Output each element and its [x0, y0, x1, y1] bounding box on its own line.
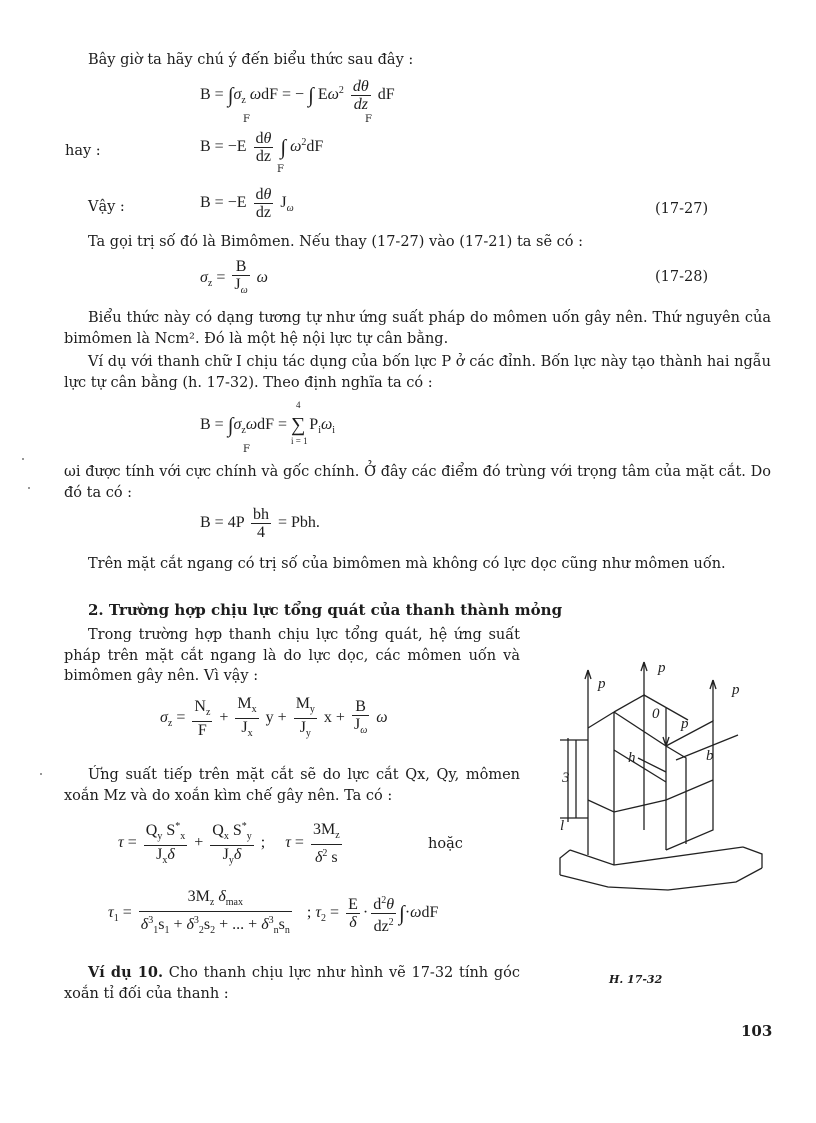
- paragraph-no-axial-force: Trên mặt cắt ngang có trị số của bimômen mà không có lực dọc cũng như mômen uốn.: [88, 556, 726, 572]
- svg-text:p: p: [598, 676, 606, 692]
- svg-text:h: h: [628, 750, 636, 766]
- equation-sigma-bimomen: $\sigma_z$ = $\frac{B}{J_\omega}$ ω: [200, 258, 268, 296]
- bimomen-definition: Ta gọi trị số đó là Bimômen. Nếu thay (17-27) vào (17-21) ta sẽ có :: [88, 234, 584, 250]
- figure-caption: H. 17-32: [609, 973, 663, 986]
- page-number: 103: [741, 1022, 773, 1040]
- paragraph-bimomen-dimension: Biểu thức này có dạng tương tự như ứng suất pháp do mômen uốn gây nên. Thứ nguyên của bimômen là Ncm². Đó là một hệ nội lực tự cân bằng.: [64, 310, 771, 347]
- paragraph-example-10: [64, 963, 520, 1004]
- equation-b-final: B = −E $\frac{d\theta}{dz}$ $J_\omega$: [200, 186, 294, 221]
- paragraph-shear-stress: Ứng suất tiếp trên mặt cắt sẽ do lực cắt Qx, Qy, mômen xoắn Mz và do xoắn kìm chế gây nên. Ta có :: [64, 767, 520, 804]
- svg-text:p: p: [732, 682, 740, 698]
- label-vay: Vậy :: [88, 199, 125, 215]
- paragraph-i-beam-example: Ví dụ với thanh chữ I chịu tác dụng của bốn lực P ở các đỉnh. Bốn lực này tạo thành hai ngẫu lực tự cân bằng (h. 17-32). Theo định nghĩa ta có :: [64, 354, 771, 391]
- subscript-f3: F: [277, 164, 284, 175]
- svg-text:l: l: [560, 818, 565, 834]
- section-heading: 2. Trường hợp chịu lực tổng quát của thanh thành mỏng: [88, 601, 563, 619]
- label-hay: hay :: [65, 143, 101, 159]
- subscript-f4: F: [243, 444, 250, 455]
- svg-text:0: 0: [652, 706, 660, 722]
- equation-b-pbh: B = 4P $\frac{bh}{4}$ = Pbh.: [200, 506, 320, 541]
- equation-number-17-28: (17-28): [655, 269, 709, 285]
- equation-b-hay: B = −E $\frac{d\theta}{dz}$ ∫ $\omega^2dF$: [200, 130, 324, 165]
- equation-number-17-27: (17-27): [655, 201, 709, 217]
- i-beam-figure: [548, 650, 768, 895]
- intro-text: Bây giờ ta hãy chú ý đến biểu thức sau đây :: [88, 52, 414, 68]
- subscript-f2: F: [365, 114, 372, 125]
- svg-text:3: 3: [562, 770, 570, 786]
- svg-text:p: p: [681, 716, 689, 732]
- equation-b-sum: $B = \int\sigma_z\omega dF$ = 4 ∑ i = 1 $P_i\omega_i$: [200, 399, 336, 446]
- scan-speck: [40, 773, 42, 775]
- example-label: Ví dụ 10.: [88, 964, 164, 981]
- scan-speck: [22, 458, 24, 460]
- paragraph-omega-poles: ωi được tính với cực chính và gốc chính. Ở đây các điểm đó trùng với trọng tâm của mặt cắt. Do đó ta có :: [64, 464, 771, 501]
- subscript-f1: F: [243, 114, 250, 125]
- svg-text:b: b: [706, 748, 714, 764]
- equation-tau1-tau2: $\tau_1$ = $\frac{3M_z \delta_{max}}{\delta^3_1s_1 + \delta^3_2s_2 + ... + \delta^3_ns_n}$ ; $\tau_2$ = $\frac{E}{\delta}$ · $\frac{d^2\theta}{dz^2}$ ∫·ωdF: [108, 888, 439, 936]
- equation-tau: τ = $\frac{Q_y S^*_x}{J_x\delta}$ + $\frac{Q_x S^*_y}{J_y\delta}$ ; τ = $\frac{3M_z}{\delta^2 s}$: [118, 818, 345, 869]
- paragraph-general-loading: Trong trường hợp thanh chịu lực tổng quát, hệ ứng suất pháp trên mặt cắt ngang là do lực dọc, các mômen uốn và bimômen gây nên. Vì vậy :: [64, 627, 520, 684]
- example-text: Cho thanh chịu lực như hình vẽ 17-32 tính góc xoắn tỉ đối của thanh :: [64, 965, 521, 1002]
- scan-speck: [28, 487, 30, 489]
- svg-text:p: p: [658, 660, 666, 676]
- equation-sigma-general: $\sigma_z$ = $\frac{N_z}{F}$ + $\frac{M_x}{J_x}$ y + $\frac{M_y}{J_y}$ x + $\frac{B}{J_\omega}$ ω: [160, 695, 388, 739]
- label-hoac: hoặc: [428, 836, 463, 852]
- equation-b-integral: $B = \int\sigma_z$ ωdF = − ∫ $E\omega^2$ $\frac{d\theta}{dz}$ dF: [200, 78, 395, 113]
